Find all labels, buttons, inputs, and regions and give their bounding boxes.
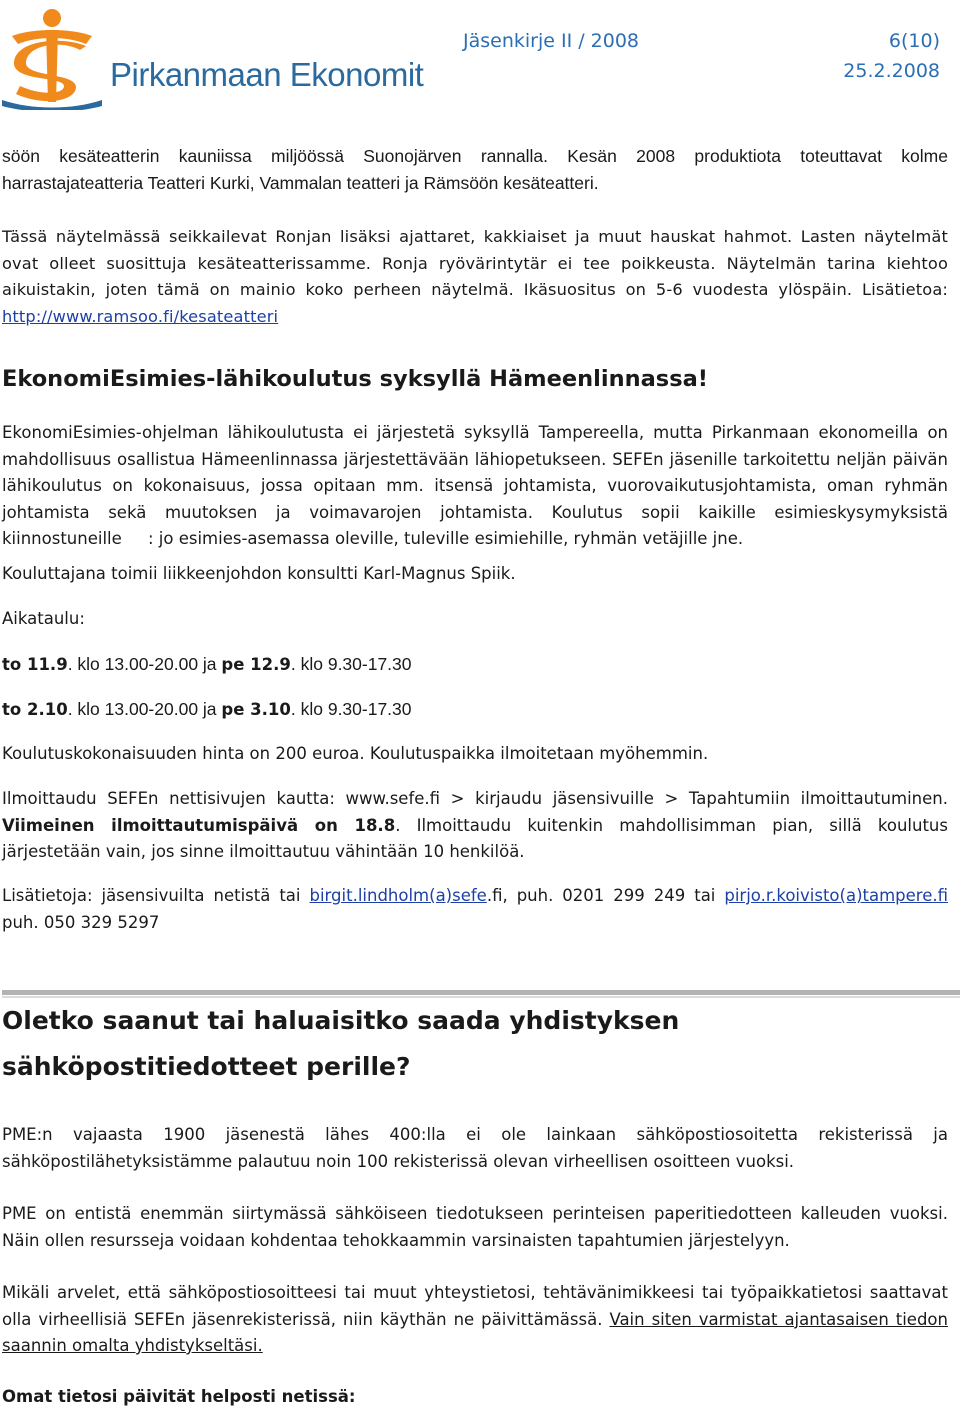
schedule-day-3: to 2.10 bbox=[2, 700, 68, 719]
schedule-time-2: . klo 9.30-17.30 bbox=[290, 654, 412, 674]
pirkanmaan-ekonomit-logo-icon bbox=[2, 6, 102, 110]
email-heading-block bbox=[2, 998, 902, 1090]
registration-text: Ilmoittaudu SEFEn nettisivujen kautta: www.sefe.fi > kirjaudu jäsensivuille > Tapahtumiin ilmoittautuminen. bbox=[2, 789, 948, 808]
registration-deadline: Viimeinen ilmoittautumispäivä on 18.8 bbox=[2, 815, 396, 835]
newsletter-issue: Jäsenkirje II / 2008 bbox=[463, 30, 640, 52]
email-heading: Oletko saanut tai haluaisitko saada yhdistyksen sähköpostitiedotteet perille? bbox=[2, 1006, 680, 1081]
theatre-paragraph-1 bbox=[2, 143, 948, 196]
course-heading-block bbox=[2, 366, 948, 392]
email-paragraph-1 bbox=[2, 1122, 948, 1175]
trainer-block bbox=[2, 561, 948, 588]
registration-block bbox=[2, 786, 948, 866]
schedule-row-2 bbox=[2, 696, 948, 724]
schedule-time-4: . klo 9.30-17.30 bbox=[290, 699, 412, 719]
issue-date: 25.2.2008 bbox=[843, 60, 940, 82]
course-trainer: Kouluttajana toimii liikkeenjohdon konsultti Karl-Magnus Spiik. bbox=[2, 564, 516, 583]
email-paragraph-2 bbox=[2, 1201, 948, 1254]
theatre-text-2: Tässä näytelmässä seikkailevat Ronjan lisäksi ajattaret, kakkiaiset ja muut hauskat hahmot. Lasten näytelmät ovat olleet suosittuja kesäteatterissamme. Ronja ryövärintytär ei tee poikkeusta. Näytelmän tarina kiehtoo aikuistakin, joten tämä on mainio koko perheen näytelmä. Ikäsuositus on 5-6 vuodesta ylöspäin. Lisätietoa: bbox=[2, 227, 948, 299]
contact-text-1: Lisätietoja: jäsensivuilta netistä tai bbox=[2, 886, 310, 905]
page-header bbox=[0, 0, 960, 112]
contact-block bbox=[2, 883, 948, 936]
contact-text-2: .fi, puh. 0201 299 249 tai bbox=[486, 886, 725, 905]
course-price: Koulutuskokonaisuuden hinta on 200 euroa. Koulutuspaikka ilmoitetaan myöhemmin. bbox=[2, 744, 709, 763]
email-text-1: PME:n vajaasta 1900 jäsenestä lähes 400:lla ei ole lainkaan sähköpostiosoitetta rekisterissä ja sähköpostilähetyksistämme palautuu noin 100 rekisterissä olevan virheellisen osoitteen vuoksi. bbox=[2, 1125, 948, 1171]
schedule-time-3: . klo 13.00-20.00 ja bbox=[67, 699, 222, 719]
schedule-day-4: pe 3.10 bbox=[221, 700, 291, 719]
update-subheading-block bbox=[2, 1384, 948, 1411]
schedule-label: Aikataulu: bbox=[2, 609, 85, 628]
org-name: Pirkanmaan Ekonomit bbox=[110, 56, 424, 93]
schedule-day-1: to 11.9 bbox=[2, 655, 68, 674]
pirjo-email-link[interactable]: pirjo.r.koivisto(a)tampere.fi bbox=[724, 886, 948, 905]
update-subheading: Omat tietosi päivität helposti netissä: bbox=[2, 1387, 356, 1406]
page-number: 6(10) bbox=[888, 30, 940, 52]
schedule-time-1: . klo 13.00-20.00 ja bbox=[67, 654, 222, 674]
email-text-3: Mikäli arvelet, että sähköpostiosoitteesi tai muut yhteystietosi, tehtävänimikkeesi tai työpaikkatietosi saattavat olla virheellisiä SEFEn jäsenrekisterissä, niin käythän ne päivittämässä. bbox=[2, 1283, 948, 1329]
course-intro-block bbox=[2, 420, 954, 553]
registration-note: . Ilmoittaudu kuitenkin mahdollisimman pian, sillä koulutus järjestetään vain, jos sinne ilmoittautuu vähintään 10 henkilöä. bbox=[2, 815, 948, 861]
course-intro: EkonomiEsimies-ohjelman lähikoulutusta ei järjestetä syksyllä Tampereella, mutta Pirkanmaan ekonomeilla on mahdollisuus osallistua Hämeenlinnassa järjestettävään lähiopetukseen. SEFEn jäsenille tarkoitettu neljän päivän lähikoulutus on kokonaisuus, jossa opitaan mm. itsensä johtamista, vuorovaikutusjohtamista, oman ryhmän johtamista sekä muutoksen ja voimavarojen johtamista. Koulutus sopii kaikille esimieskysymyksistä kiinnostuneille : jo esimies-asemassa oleville, tuleville esimiehille, ryhmän vetäjille jne. bbox=[2, 423, 954, 548]
theatre-paragraph-2 bbox=[2, 224, 948, 330]
schedule-label-block bbox=[2, 606, 948, 633]
schedule-row-1 bbox=[2, 651, 948, 679]
email-text-3-underlined: Vain siten varmistat ajantasaisen tiedon saannin omalta yhdistykseltäsi. bbox=[2, 1309, 948, 1355]
birgit-email-link[interactable]: birgit.lindholm(a)sefe bbox=[309, 886, 487, 905]
ramsoo-link[interactable]: http://www.ramsoo.fi/kesateatteri bbox=[2, 306, 279, 326]
price-block bbox=[2, 741, 948, 768]
email-text-2: PME on entistä enemmän siirtymässä sähköiseen tiedotukseen perinteisen paperitiedotteen kalleuden vuoksi. Näin ollen resursseja voidaan kohdentaa tehokkaammin varsinaisten tapahtumien järjestelyyn. bbox=[2, 1204, 948, 1250]
theatre-text-1: söön kesäteatterin kauniissa miljöössä Suonojärven rannalla. Kesän 2008 produktiota toteuttavat kolme harrastajateatteria Teatteri Kurki, Vammalan teatteri ja Rämsöön kesäteatteri. bbox=[2, 146, 948, 193]
contact-text-3: puh. 050 329 5297 bbox=[2, 912, 160, 932]
course-heading: EkonomiEsimies-lähikoulutus syksyllä Hämeenlinnassa! bbox=[2, 366, 709, 392]
email-paragraph-3 bbox=[2, 1280, 948, 1360]
section-divider bbox=[2, 990, 960, 995]
schedule-day-2: pe 12.9 bbox=[221, 655, 291, 674]
